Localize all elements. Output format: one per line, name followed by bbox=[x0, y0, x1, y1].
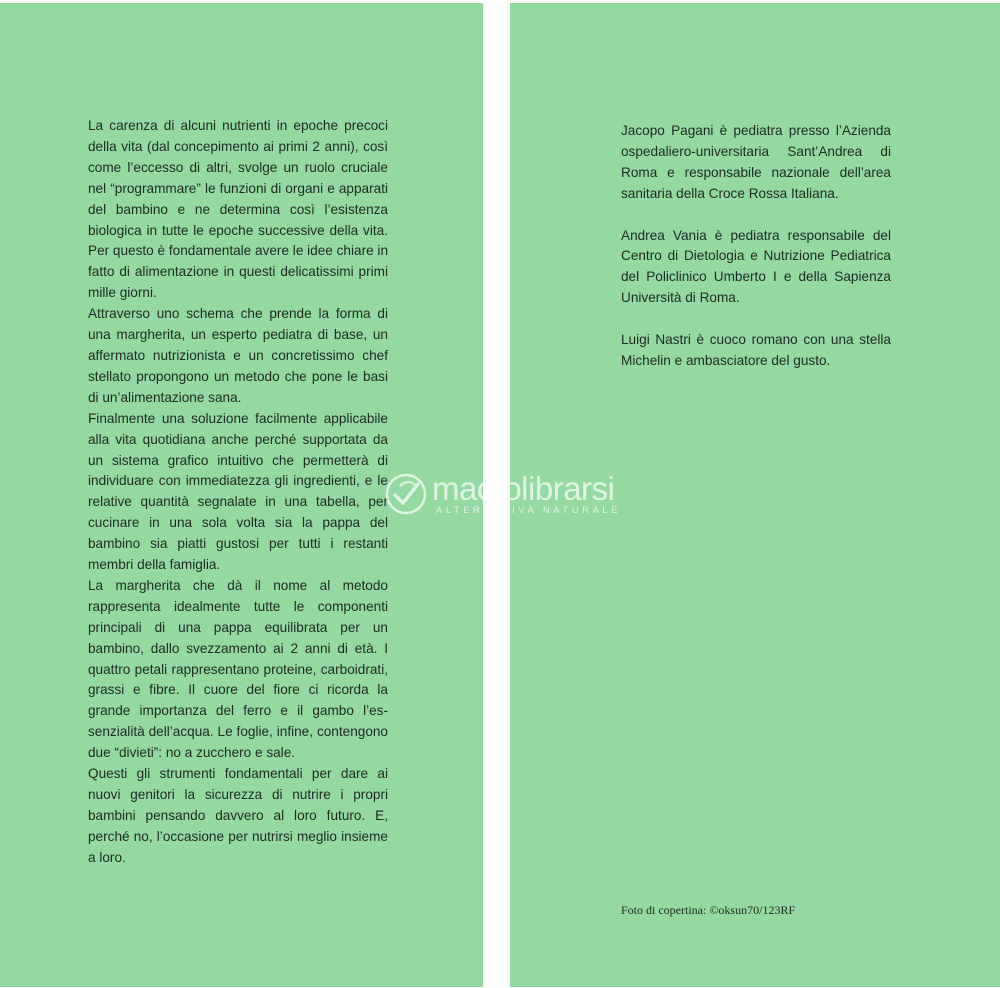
description-paragraph: Attraverso uno schema che prende la forma di una margherita, un esperto pediatra di base, un affermato nutrizionista e un concretissimo chef stellato propongono un metodo che pone le basi di un’alimentazione sana. bbox=[88, 306, 388, 405]
description-paragraph: Finalmente una soluzione facilmente applicabile alla vita quotidiana anche perché supportata da un sistema grafico intuitivo che permetterà di individuare con immediatezza gli ingredienti, e le relative quantità segnalate in una tabella, per cucinare in una sola volta sia la pappa del bambino sia piatti gustosi per tutti i restanti membri della famiglia. bbox=[88, 410, 388, 573]
leaf-check-logo-icon bbox=[384, 472, 428, 516]
author-bio-vania: Andrea Vania è pediatra responsabile del Centro di Dietologia e Nutrizione Pediatrica del Policlinico Umberto I e della Sapienza Università di Roma. bbox=[621, 227, 891, 306]
photo-credit: Foto di copertina: ©oksun70/123RF bbox=[621, 903, 796, 917]
author-bio-pagani: Jacopo Pagani è pediatra presso l’Azienda ospedaliero-universitaria Sant’Andrea di Roma e responsabile nazionale dell’area sanitaria della Croce Rossa Italiana. bbox=[621, 123, 891, 201]
description-paragraph: La carenza di alcuni nutrienti in epoche precoci della vita (dal concepimento ai primi 2 anni), così come l’eccesso di altri, svolge un ruolo cruciale nel “programmare” le funzioni di organi e apparati del bambino e ne determina così l’esistenza biologica in tutte le epoche successive della vita. Per questo è fondamentale avere le idee chiare in fatto di alimentazione in questi delicatissimi primi mille giorni. bbox=[88, 118, 389, 301]
author-bio-nastri: Luigi Nastri è cuoco romano con una stella Michelin e ambasciatore del gusto. bbox=[621, 332, 891, 368]
watermark bbox=[384, 469, 624, 519]
book-description bbox=[88, 116, 388, 869]
description-paragraph: La margherita che dà il nome al metodo rappresenta idealmente tutte le componenti principali di una pappa equilibrata per un bambino, dallo svezzamento ai 2 anni di età. I quattro petali rappresentano proteine, carboidrati, grassi e fibre. Il cuore del fiore ci ricorda la grande importanza del ferro e il gambo l’essenzialità dell’acqua. Le foglie, infine, contengono due “divieti”: no a zucchero e sale. bbox=[88, 577, 388, 761]
description-paragraph: Questi gli strumenti fondamentali per dare ai nuovi genitori la sicurezza di nutrire i propri bambini pensando davvero al loro futuro. E, perché no, l’occasione per nutrirsi meglio insieme a loro. bbox=[88, 766, 388, 865]
author-bios bbox=[621, 121, 891, 393]
watermark-tagline: ALTERNATIVA NATURALE bbox=[436, 505, 621, 516]
watermark-name: macrolibrarsi bbox=[432, 470, 615, 507]
